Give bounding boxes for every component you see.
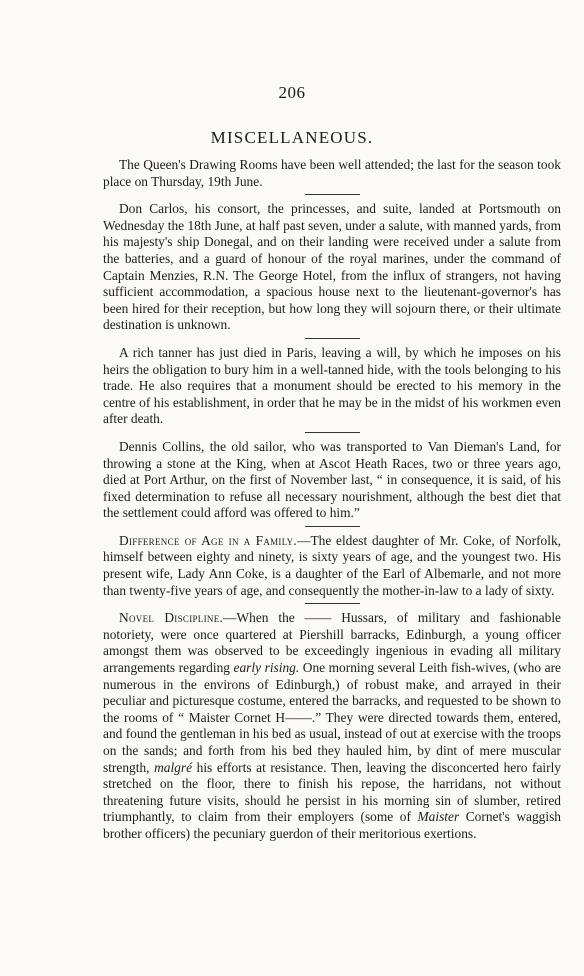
paragraph-tanner [103,345,561,428]
section-heading: MISCELLANEOUS. [210,128,374,147]
paragraph-text: —When the —— Hussars, of military and fashionable notoriety, were once quartered at Piershill barracks, Edinburgh, a young officer amongst them was observed to be exceedingly ingenious in evading all military arrangements regarding [103,610,561,676]
italic-text: malgré [154,759,193,775]
paragraph-difference-of-age [103,533,561,599]
paragraph-don-carlos [103,201,561,334]
page-number: 206 [278,83,306,102]
paragraph-title: Novel Discipline. [119,610,224,626]
paragraph-text: his efforts at resistance. Then, leaving the disconcerted hero fairly stretched on the floor, there to finish his repose, the harridans, not without threatening future visits, should he persist in his morning sin of slumber, retired triumphantly, to claim from their employers (some of [103,759,561,825]
paragraph-text: The Queen's Drawing Rooms have been well attended; the last for the season took place on Thursday, 19th June. [103,157,561,189]
article-body [103,157,561,843]
separator-rule [305,526,360,527]
paragraph-text: Cornet's waggish brother officers) the pecuniary guerdon of their meritorious exertions. [103,809,561,841]
separator-rule [305,432,360,433]
paragraph-dennis-collins [103,439,561,522]
separator-rule [305,603,360,604]
italic-text: Maister [417,809,460,825]
paragraph-title: Difference of Age in a Family. [119,532,298,548]
paragraph-text: —The eldest daughter of Mr. Coke, of Norfolk, himself between eighty and ninety, is sixty years of age, and the youngest two. His present wife, Lady Ann Coke, is a daughter of the Earl of Albemarle, and not more than twenty-five years of age, and consequently the mother-in-law to a lady of sixty. [103,532,562,598]
italic-text: early rising. [233,660,300,676]
paragraph-text: One morning several Leith fish-wives, (who are numerous in the environs of Edinburgh,) of robust make, and arrayed in their peculiar and picturesque costume, entered the barracks, and requested to be shown to the rooms of “ Maister Cornet H——.” They were directed towards them, entered, and found the gentleman in his bed as usual, instead of out at exercise with the troops on the sands; and forth from his bed they hauled him, by dint of mere muscular strength, [103,660,561,775]
paragraph-novel-discipline [103,610,561,842]
separator-rule [305,194,360,195]
paragraph-text: Dennis Collins, the old sailor, who was transported to Van Dieman's Land, for throwing a stone at the King, when at Ascot Heath Races, two or three years ago, died at Port Arthur, on the first of November last, “ in consequence, it is said, of his fixed determination to refuse all necessary nourishment, although the best diet that the settlement could afford was offered to him.” [103,438,561,521]
separator-rule [305,338,360,339]
paragraph-text: A rich tanner has just died in Paris, leaving a will, by which he imposes on his heirs the obligation to bury him in a well-tanned hide, with the tools belonging to his trade. He also requires that a monument should be erected to his memory in the centre of his establishment, in order that he may be in the midst of his workmen even after death. [103,344,561,427]
paragraph-drawing-rooms [103,157,561,190]
paragraph-text: Don Carlos, his consort, the princesses, and suite, landed at Portsmouth on Wednesday the 18th June, at half past seven, under a salute, with manned yards, from his majesty's ship Donegal, and on their landing were received under a salute from the batteries, and a guard of honour of the royal marines, under the command of Captain Menzies, R.N. The George Hotel, from the influx of strangers, not having sufficient accommodation, a spacious house next to the lieutenant-governor's has been hired for their reception, but how long they will sojourn there, or their ultimate destination is unknown. [103,201,561,333]
